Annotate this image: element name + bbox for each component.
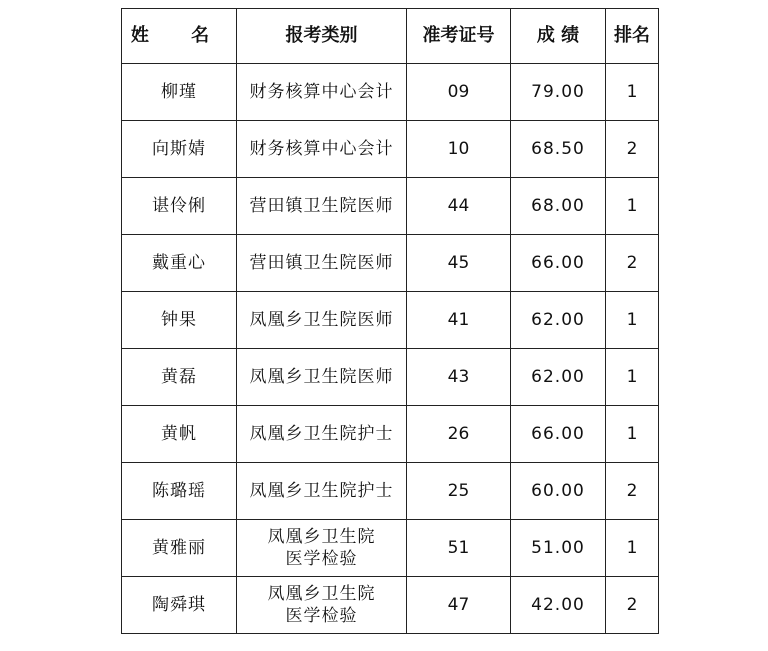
table-row <box>122 406 659 463</box>
rank-value: 1 <box>606 64 659 121</box>
table-row <box>122 463 659 520</box>
candidate-name: 柳瑾 <box>122 64 237 121</box>
exam-category <box>237 292 407 349</box>
table-row <box>122 235 659 292</box>
exam-category-line: 凤凰乡卫生院护士 <box>249 481 394 501</box>
score-value: 51.00 <box>511 520 606 577</box>
exam-category <box>237 178 407 235</box>
exam-category-line-2: 医学检验 <box>285 606 358 626</box>
candidate-name: 钟果 <box>122 292 237 349</box>
candidate-name: 戴重心 <box>122 235 237 292</box>
score-value: 62.00 <box>511 292 606 349</box>
table-row <box>122 178 659 235</box>
exam-category-line: 凤凰乡卫生院 <box>267 584 376 604</box>
score-value: 68.00 <box>511 178 606 235</box>
exam-number: 25 <box>407 463 511 520</box>
exam-category-line: 凤凰乡卫生院护士 <box>249 424 394 444</box>
exam-category-line: 凤凰乡卫生院医师 <box>249 367 394 387</box>
score-value: 60.00 <box>511 463 606 520</box>
exam-category-line: 财务核算中心会计 <box>249 139 394 159</box>
candidate-name: 陶舜琪 <box>122 577 237 634</box>
exam-number: 26 <box>407 406 511 463</box>
score-value: 68.50 <box>511 121 606 178</box>
exam-category-line: 营田镇卫生院医师 <box>249 253 394 273</box>
rank-value: 2 <box>606 235 659 292</box>
exam-category-line: 凤凰乡卫生院 <box>267 527 376 547</box>
exam-category <box>237 64 407 121</box>
candidate-name: 向斯婧 <box>122 121 237 178</box>
candidate-name: 黄磊 <box>122 349 237 406</box>
candidate-name: 陈璐瑶 <box>122 463 237 520</box>
exam-category-line: 营田镇卫生院医师 <box>249 196 394 216</box>
exam-number: 41 <box>407 292 511 349</box>
score-value: 66.00 <box>511 406 606 463</box>
header-rank: 排名 <box>606 9 659 64</box>
score-value: 66.00 <box>511 235 606 292</box>
rank-value: 1 <box>606 406 659 463</box>
score-value: 79.00 <box>511 64 606 121</box>
score-value: 42.00 <box>511 577 606 634</box>
candidate-name: 黄帆 <box>122 406 237 463</box>
exam-number: 09 <box>407 64 511 121</box>
header-score: 成 绩 <box>511 9 606 64</box>
exam-category <box>237 406 407 463</box>
exam-number: 47 <box>407 577 511 634</box>
table-row <box>122 292 659 349</box>
exam-number: 10 <box>407 121 511 178</box>
exam-number: 43 <box>407 349 511 406</box>
table-header-row <box>122 9 659 64</box>
exam-number: 51 <box>407 520 511 577</box>
header-name: 姓 名 <box>122 9 237 64</box>
table-row <box>122 520 659 577</box>
exam-category <box>237 577 407 634</box>
exam-category-line-2: 医学检验 <box>285 549 358 569</box>
rank-value: 1 <box>606 520 659 577</box>
table-body <box>122 64 659 634</box>
candidate-name: 谌伶俐 <box>122 178 237 235</box>
exam-category <box>237 463 407 520</box>
table-row <box>122 349 659 406</box>
rank-value: 1 <box>606 292 659 349</box>
rank-value: 2 <box>606 463 659 520</box>
exam-category <box>237 349 407 406</box>
score-value: 62.00 <box>511 349 606 406</box>
exam-category-line: 财务核算中心会计 <box>249 82 394 102</box>
exam-number: 44 <box>407 178 511 235</box>
header-category: 报考类别 <box>237 9 407 64</box>
exam-category <box>237 121 407 178</box>
candidate-name: 黄雅丽 <box>122 520 237 577</box>
exam-category <box>237 520 407 577</box>
exam-category <box>237 235 407 292</box>
score-table <box>121 8 659 634</box>
exam-number: 45 <box>407 235 511 292</box>
rank-value: 2 <box>606 577 659 634</box>
rank-value: 1 <box>606 349 659 406</box>
table-row <box>122 121 659 178</box>
rank-value: 1 <box>606 178 659 235</box>
rank-value: 2 <box>606 121 659 178</box>
table-row <box>122 64 659 121</box>
header-exam-no: 准考证号 <box>407 9 511 64</box>
table-row <box>122 577 659 634</box>
exam-category-line: 凤凰乡卫生院医师 <box>249 310 394 330</box>
